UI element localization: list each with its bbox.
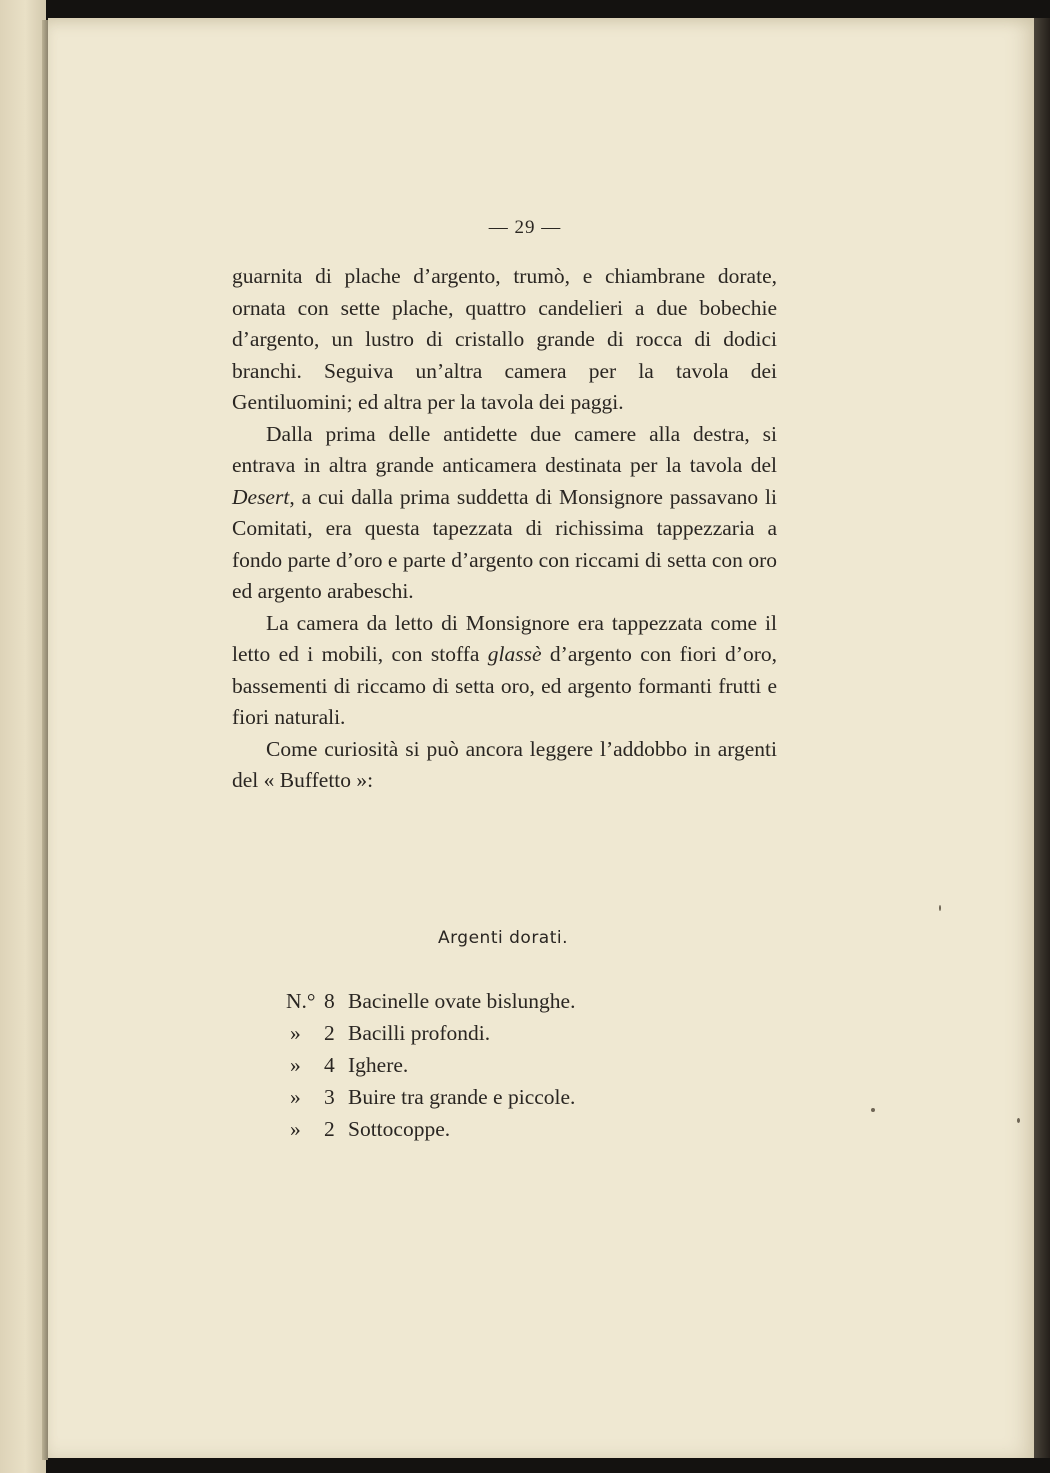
paragraph-1: guarnita di plache d’argento, trumò, e chiambrane dorate, ornata con sette plache, quattro candelieri a due bobechie d’argento, un lustro di cristallo grande di rocca di dodici branchi. Seguiva un’altra camera per la tavola dei Gentiluomini; ed altra per la tavola dei paggi.	[232, 264, 777, 414]
inventory-item: Ighere.	[348, 1053, 409, 1077]
inventory-marker: »	[290, 1021, 301, 1045]
inventory-item: Sottocoppe.	[348, 1117, 451, 1141]
paper-speck	[939, 905, 941, 911]
inventory-row	[286, 989, 575, 1021]
inventory-marker: N.°	[286, 989, 316, 1013]
inventory-quantity: 2	[324, 1117, 335, 1141]
inventory-quantity: 4	[324, 1053, 335, 1077]
inventory-list	[286, 989, 575, 1149]
inventory-item: Bacinelle ovate bislunghe.	[348, 989, 576, 1013]
inventory-marker: »	[290, 1117, 301, 1141]
paragraph-3: La camera da letto di Monsignore era tappezzata come il letto ed i mobili, con stoffa glassè d’argento con fiori d’oro, bassementi di riccamo di setta oro, ed argento formanti frutti e fiori naturali.	[232, 610, 777, 729]
body-text	[232, 261, 777, 797]
inventory-row	[286, 1053, 575, 1085]
italic-term-desert: Desert	[232, 484, 290, 509]
inventory-quantity: 8	[324, 989, 335, 1013]
inventory-row	[286, 1117, 575, 1149]
inventory-row	[286, 1085, 575, 1117]
italic-term-glasse: glassè	[487, 642, 542, 666]
page-number: — 29 —	[488, 217, 562, 238]
inventory-quantity: 3	[324, 1085, 335, 1109]
inventory-quantity: 2	[324, 1021, 335, 1045]
inventory-item: Bacilli profondi.	[348, 1021, 491, 1045]
inventory-row	[286, 1021, 575, 1053]
section-heading: Argenti dorati.	[437, 928, 569, 948]
inventory-item: Buire tra grande e piccole.	[348, 1085, 576, 1109]
paper-speck	[871, 1108, 875, 1112]
inventory-marker: »	[290, 1053, 301, 1077]
paragraph-2: Dalla prima delle antidette due camere alla destra, si entrava in altra grande anticamera destinata per la tavola del Desert, a cui dalla prima suddetta di Monsignore passavano li Comitati, era questa tapezzata di richissima tappezzaria a fondo parte d’oro e parte d’argento con riccami di setta con oro ed argento arabeschi.	[232, 421, 777, 603]
paragraph-4: Come curiosità si può ancora leggere l’addobbo in argenti del « Buffetto »:	[232, 736, 777, 792]
paper-speck	[1017, 1118, 1020, 1123]
inventory-marker: »	[290, 1085, 301, 1109]
